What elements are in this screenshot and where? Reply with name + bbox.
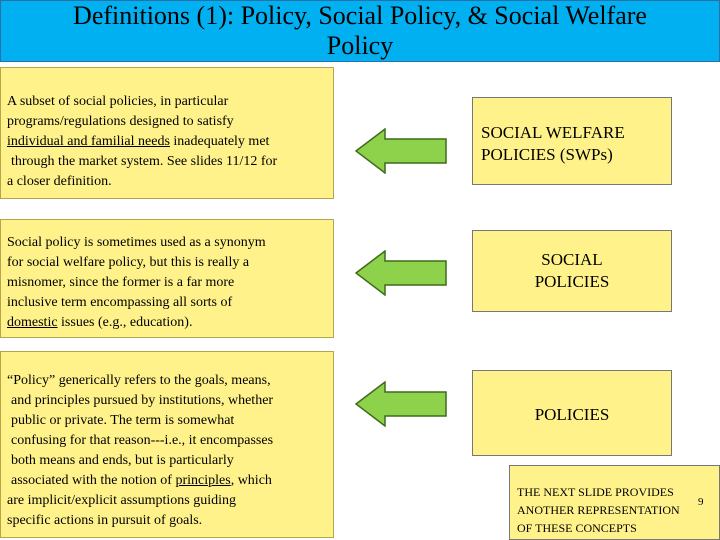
left-arrow-icon: [355, 381, 447, 427]
slide-number: 9: [698, 496, 704, 508]
title-line-1: Definitions (1): Policy, Social Policy, & Social Welfare: [73, 1, 647, 30]
panel-line: public or private. The term is somewhat: [11, 413, 235, 428]
panel-line: and principles pursued by institutions, whether: [11, 393, 274, 408]
note-line: OF THESE CONCEPTS: [517, 521, 637, 535]
box-line: SOCIAL: [541, 250, 603, 269]
definition-panel-policy: [0, 351, 334, 538]
underlined-term: individual and familial needs: [7, 134, 170, 149]
next-slide-note: [509, 465, 720, 540]
definition-panel-swp: [0, 67, 334, 199]
panel-line: specific actions in pursuit of goals.: [7, 513, 203, 528]
panel-line: [7, 471, 325, 491]
social-policies-box: [472, 230, 672, 312]
panel-line: are implicit/explicit assumptions guiding: [7, 493, 237, 508]
swp-box: [472, 97, 672, 185]
panel-line: inclusive term encompassing all sorts of: [7, 295, 233, 310]
panel-line: confusing for that reason---i.e., it encompasses: [11, 433, 274, 448]
note-line: ANOTHER REPRESENTATION: [517, 503, 680, 517]
box-line: SOCIAL WELFARE: [481, 123, 625, 142]
panel-text: associated with the notion of: [11, 473, 176, 488]
box-line: POLICIES (SWPs): [481, 145, 613, 164]
panel-line: misnomer, since the former is a far more: [7, 275, 235, 290]
title-line-2: Policy: [326, 31, 394, 60]
panel-line: programs/regulations designed to satisfy: [7, 114, 234, 129]
left-arrow-icon: [355, 250, 447, 296]
panel-text: issues (e.g., education).: [57, 315, 193, 330]
slide-title: [0, 0, 720, 62]
note-line: THE NEXT SLIDE PROVIDES: [517, 485, 674, 499]
panel-text: inadequately met: [169, 134, 270, 149]
panel-line: “Policy” generically refers to the goals, means,: [7, 373, 271, 388]
panel-line: through the market system. See slides 11/12 for: [11, 154, 278, 169]
panel-line: both means and ends, but is particularly: [11, 453, 234, 468]
panel-line: A subset of social policies, in particular: [7, 94, 229, 109]
panel-line: [7, 132, 325, 152]
policies-box: [472, 370, 672, 456]
definition-panel-social-policy: [0, 219, 334, 338]
panel-line: [7, 313, 325, 333]
left-arrow-icon: [355, 128, 447, 174]
panel-text: , which: [230, 473, 272, 488]
underlined-term: principles: [175, 473, 231, 488]
underlined-term: domestic: [7, 315, 58, 330]
panel-line: a closer definition.: [7, 174, 112, 189]
box-line: POLICIES: [534, 405, 610, 424]
panel-line: for social welfare policy, but this is really a: [7, 255, 250, 270]
panel-line: Social policy is sometimes used as a synonym: [7, 235, 266, 250]
box-line: POLICIES: [534, 272, 610, 291]
